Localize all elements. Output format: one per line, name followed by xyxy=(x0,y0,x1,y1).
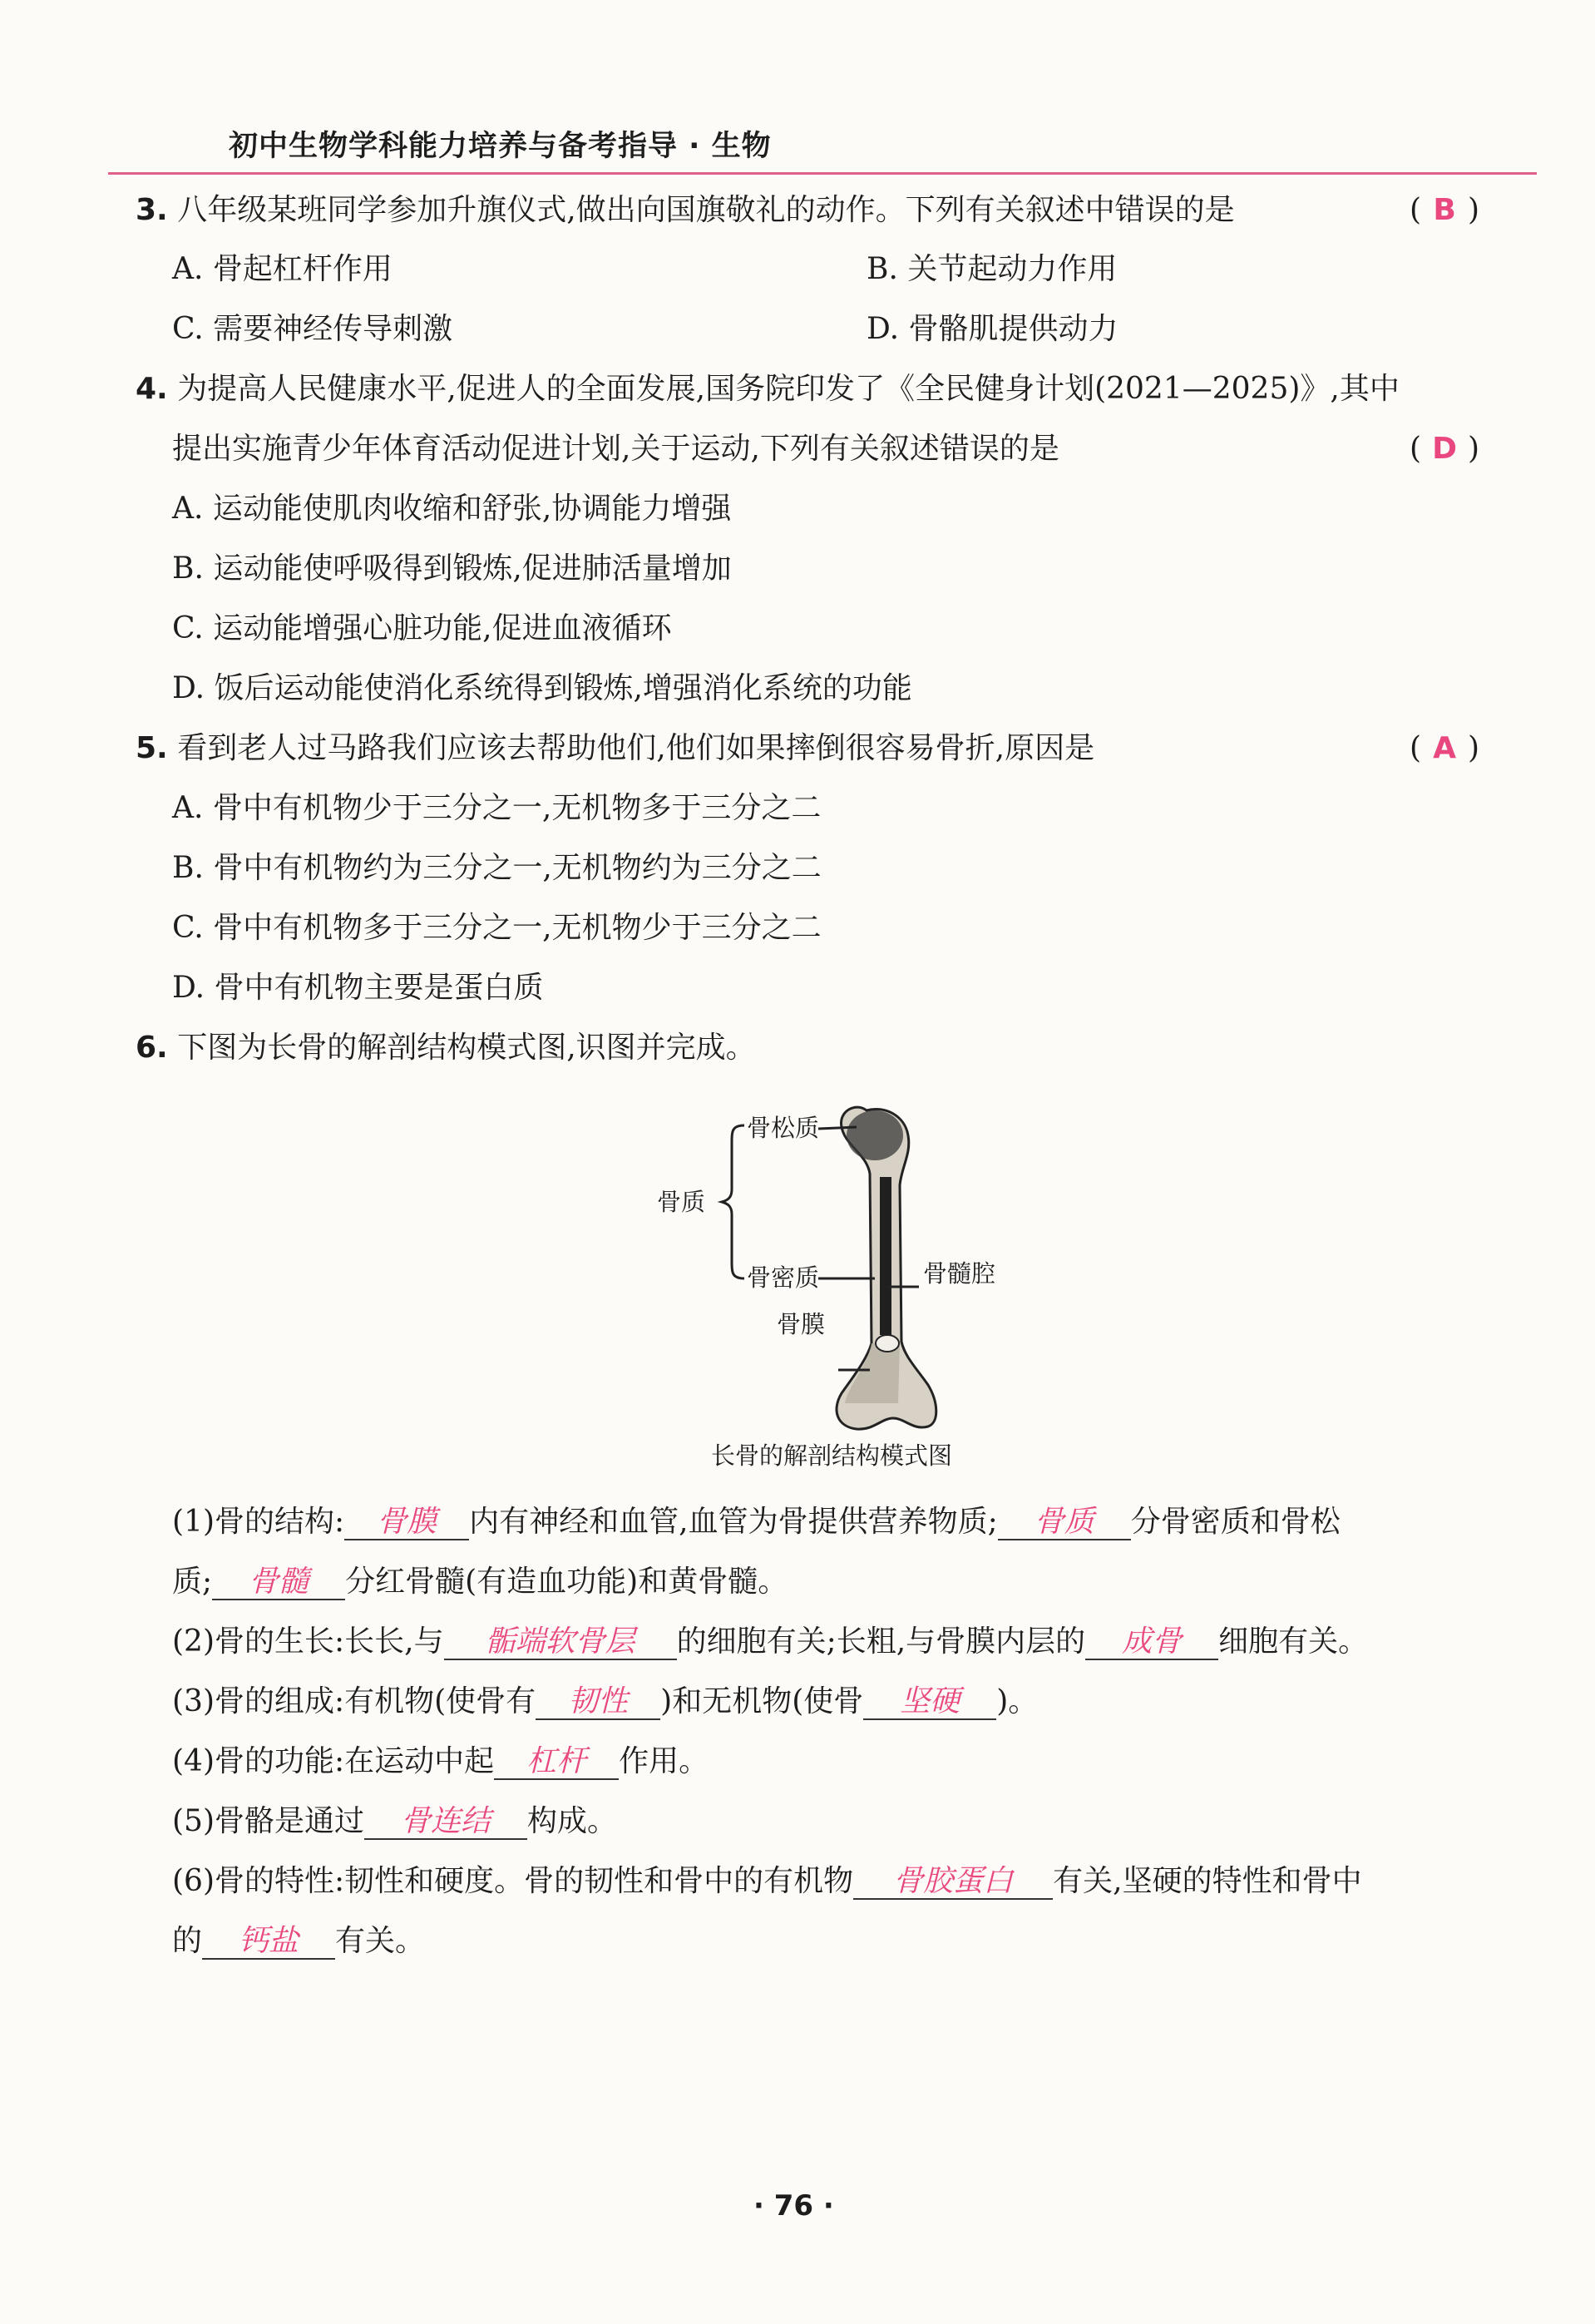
paren-open: ( xyxy=(1410,193,1422,227)
question-text: 看到老人过马路我们应该去帮助他们,他们如果摔倒很容易骨折,原因是 xyxy=(177,731,1095,765)
text: (5)骨骼是通过 xyxy=(172,1804,364,1838)
subq-4 xyxy=(172,1742,709,1782)
text: 的 xyxy=(172,1924,203,1958)
text: (1)骨的结构: xyxy=(172,1505,345,1539)
header-divider xyxy=(108,172,1537,175)
subq-1-line1 xyxy=(172,1502,1341,1542)
text: 的细胞有关;长粗,与骨膜内层的 xyxy=(676,1624,1086,1659)
label-marrow-cavity: 骨髓腔 xyxy=(923,1259,996,1288)
option-c: C. 骨中有机物多于三分之一,无机物少于三分之二 xyxy=(172,911,822,945)
text: (2)骨的生长:长长,与 xyxy=(172,1624,444,1659)
label-periosteum: 骨膜 xyxy=(777,1310,826,1338)
paren-open: ( xyxy=(1410,432,1422,466)
question-3-stem xyxy=(136,190,1235,230)
question-text: 为提高人民健康水平,促进人的全面发展,国务院印发了《全民健身计划(2021—2025)》,其中 xyxy=(177,372,1400,406)
subq-5 xyxy=(172,1802,617,1842)
text: 内有神经和血管,血管为骨提供营养物质; xyxy=(469,1505,998,1539)
option-a: A. 骨中有机物少于三分之一,无机物多于三分之二 xyxy=(172,791,822,825)
option-b: B. 骨中有机物约为三分之一,无机物约为三分之二 xyxy=(172,851,822,885)
figure-caption: 长骨的解剖结构模式图 xyxy=(711,1441,953,1470)
question-number: 5. xyxy=(136,731,168,765)
text: 有关,坚硬的特性和骨中 xyxy=(1053,1864,1362,1898)
question-number: 4. xyxy=(136,372,168,406)
book-title: 初中生物学科能力培养与备考指导 · 生物 xyxy=(229,130,772,163)
label-compact-bone: 骨密质 xyxy=(747,1263,820,1292)
text: 分红骨髓(有造血功能)和黄骨髓。 xyxy=(345,1565,788,1599)
bone-cut-lower xyxy=(876,1335,899,1352)
question-number: 6. xyxy=(136,1031,168,1065)
answer-blank: 骨质 xyxy=(998,1506,1131,1540)
answer-blank: 杠杆 xyxy=(494,1745,619,1780)
label-spongy-bone: 骨松质 xyxy=(747,1114,820,1142)
text: )。 xyxy=(996,1684,1039,1718)
answer-blank: 骨髓 xyxy=(212,1565,345,1600)
text: 构成。 xyxy=(527,1804,618,1838)
subq-6-line1 xyxy=(172,1862,1362,1901)
bone-distal-end xyxy=(845,1343,900,1403)
text: 细胞有关。 xyxy=(1218,1624,1369,1659)
subq-6-line2 xyxy=(172,1921,425,1961)
option-c: C. 需要神经传导刺激 xyxy=(172,312,453,346)
question-number: 3. xyxy=(136,193,168,227)
paren-open: ( xyxy=(1410,731,1422,765)
answer-blank: 骨膜 xyxy=(344,1506,469,1540)
answer-blank: 骨胶蛋白 xyxy=(853,1865,1053,1900)
answer-bracket xyxy=(1410,729,1479,769)
option-b: B. 运动能使呼吸得到锻炼,促进肺活量增加 xyxy=(172,551,732,586)
text: 作用。 xyxy=(619,1744,709,1778)
option-a: A. 骨起杠杆作用 xyxy=(172,252,393,286)
question-4-stem xyxy=(136,369,1400,409)
answer-letter: D xyxy=(1432,432,1457,466)
text: )和无机物(使骨 xyxy=(660,1684,864,1718)
text: (4)骨的功能:在运动中起 xyxy=(172,1744,495,1778)
answer-letter: B xyxy=(1433,193,1456,227)
text: 质; xyxy=(172,1565,213,1599)
text: 有关。 xyxy=(335,1924,426,1958)
text: (3)骨的组成:有机物(使骨有 xyxy=(172,1684,536,1718)
answer-blank: 成骨 xyxy=(1085,1625,1218,1660)
answer-blank: 钙盐 xyxy=(202,1925,335,1960)
text: 分骨密质和骨松 xyxy=(1130,1505,1341,1539)
leader-gusongzhi xyxy=(818,1127,857,1129)
question-text: 八年级某班同学参加升旗仪式,做出向国旗敬礼的动作。下列有关叙述中错误的是 xyxy=(177,193,1235,227)
paren-close: ) xyxy=(1468,731,1480,765)
question-4-stem-cont: 提出实施青少年体育活动促进计划,关于运动,下列有关叙述错误的是 xyxy=(172,432,1059,466)
page-number: · 76 · xyxy=(753,2189,834,2223)
subq-1-line2 xyxy=(172,1562,788,1602)
subq-2 xyxy=(172,1622,1368,1662)
marrow-cavity xyxy=(880,1177,891,1335)
question-text: 下图为长骨的解剖结构模式图,识图并完成。 xyxy=(177,1031,756,1065)
answer-blank: 坚硬 xyxy=(863,1685,996,1720)
answer-blank: 骨连结 xyxy=(364,1805,527,1840)
answer-letter: A xyxy=(1433,731,1456,765)
option-d: D. 骨骼肌提供动力 xyxy=(867,312,1118,346)
answer-blank: 骺端软骨层 xyxy=(444,1625,677,1660)
question-6-stem xyxy=(136,1028,756,1068)
answer-bracket xyxy=(1410,190,1479,230)
option-b: B. 关节起动力作用 xyxy=(867,252,1118,286)
answer-blank: 韧性 xyxy=(536,1685,660,1720)
paren-close: ) xyxy=(1468,193,1480,227)
paren-close: ) xyxy=(1468,432,1480,466)
option-d: D. 骨中有机物主要是蛋白质 xyxy=(172,971,544,1005)
subq-3 xyxy=(172,1682,1038,1722)
option-d: D. 饭后运动能使消化系统得到锻炼,增强消化系统的功能 xyxy=(172,671,912,705)
question-5-stem xyxy=(136,729,1094,769)
option-a: A. 运动能使肌肉收缩和舒张,协调能力增强 xyxy=(172,492,732,526)
spongy-bone-head xyxy=(847,1110,903,1160)
label-bone-substance: 骨质 xyxy=(657,1188,706,1216)
text: (6)骨的特性:韧性和硬度。骨的韧性和骨中的有机物 xyxy=(172,1864,854,1898)
option-c: C. 运动能增强心脏功能,促进血液循环 xyxy=(172,611,672,645)
answer-bracket xyxy=(1410,429,1479,469)
bracket-brace xyxy=(722,1125,744,1278)
